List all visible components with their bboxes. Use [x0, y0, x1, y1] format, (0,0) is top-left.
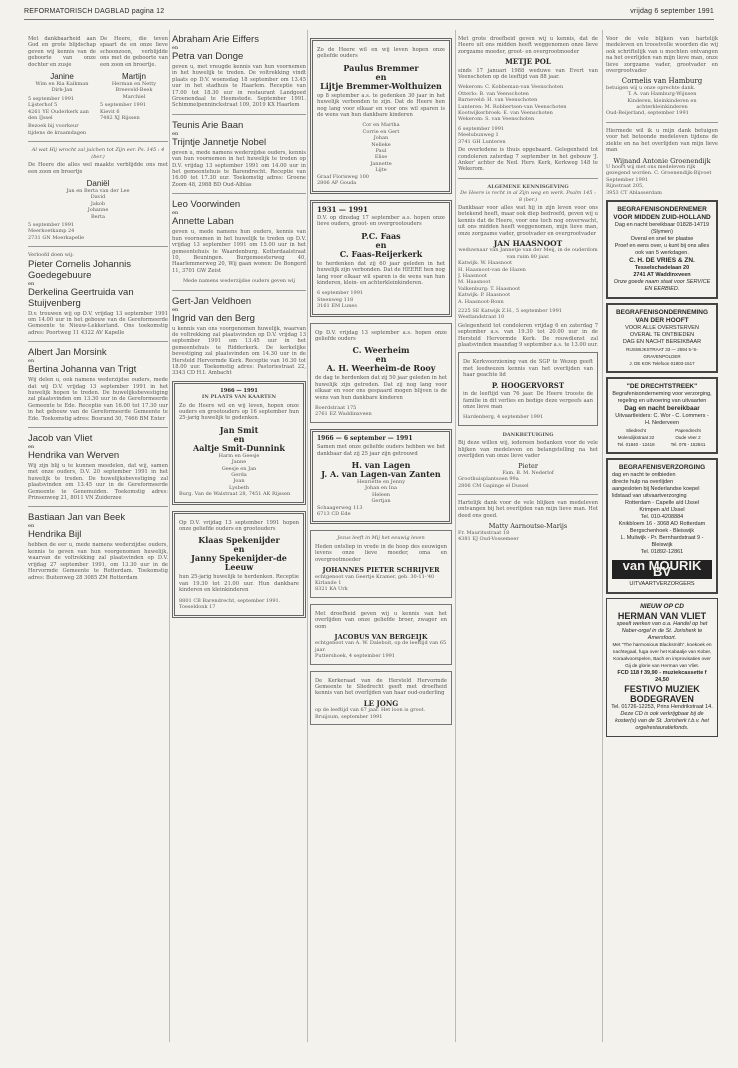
column-5	[606, 34, 718, 1042]
obituary-text: weduwnaar van Jannetje van der Meij, in de ouderdom van ruim 80 jaar.	[458, 247, 598, 260]
anniversary-box	[310, 38, 452, 194]
birth-notices	[28, 34, 168, 136]
ad-company-name: FESTIVO MUZIEK BODEGRAVEN	[624, 683, 700, 704]
separator	[28, 141, 168, 142]
obituary-box	[310, 530, 452, 597]
notice-intro: Verloofd doen wij:	[28, 252, 74, 259]
ad-address: Sliedrecht Molendijkstraat 22 Tel. 01840 - 12418	[617, 427, 655, 447]
address: Oud-Beijerland, september 1991	[606, 110, 689, 117]
deceased-name: JOHANNES PIETER SCHRIJVER	[322, 566, 440, 575]
box-text: de dag te herdenken dat zij 50 jaar geleden in het huwelijk zijn getreden. Dat zij nog lang voor elkaar en voor ons gespaard mogen blijven is de wens van hun dankbare kinderen	[315, 375, 447, 401]
child-name: Janine	[50, 72, 74, 82]
ad-company-name: C. H. DE VRIES & ZN.	[629, 256, 695, 264]
column-divider	[307, 30, 308, 1042]
anniversary-box	[310, 323, 452, 423]
bride-name: Hendrika Bijl	[28, 529, 82, 541]
thanks-text: Voor de vele blijken van hartelijk medeleven en troostvolle woorden die wij ook schriftelijk van u mochten ontvangen na het overlijden van mijn lieve man, onze lieve zorgzame vader, grootvader en overgrootvader	[606, 36, 718, 75]
funeral-ad-van-der-hooft	[606, 303, 718, 373]
deceased-name: JACOBUS VAN BERGEIJK	[334, 632, 428, 641]
deceased-name: Pieter	[518, 462, 538, 471]
box-years: 1966 — 6 september — 1991	[317, 434, 413, 442]
children-list: Harm en Geesje Janne Geesje en Jan Gerda Joan Lysbeth	[218, 452, 260, 491]
parents: Wim en Ria Kalkman Dirk-Jan	[35, 81, 89, 94]
wedding-text: geven u, mede namens hun ouders, kennis van hun voornemen in het huwelijk te treden op D.V. vrijdag 13 september 1991 om 15.00 uur in het gemeentehuis te Waardenburg. Kotterdaalstraat 10, Beuningen. Burgemeesterweg 40, Haarlemmerweg 20, Wij gaan wonen: De Bongerd 11, 3701 GW Zeist	[172, 229, 306, 274]
deceased-name: P. HOOGERVORST	[491, 380, 565, 390]
funeral-ad-van-mourik	[606, 458, 718, 594]
notice-title: DANKBETUIGING	[502, 431, 554, 438]
funeral-ad-de-vries	[606, 200, 718, 299]
address: 5 september 1991 Meerkoetkamp 24 2731 GN Moerkapelle	[28, 221, 85, 241]
couple-names: Paulus Bremmer en Lijtje Bremmer-Wolthuizen	[320, 62, 442, 91]
ad-line: Uitvaartleiders: C. Wor - C. Lommers - H. Nederveen	[615, 412, 709, 426]
notice-intro: Mede namens wederzijdse ouders geven wij	[182, 278, 296, 285]
box-text: hun 25-jarig huwelijk te herdenken. Receptie van 19.30 tot 21.00 uur. Hun dankbare kinderen en kleinkinderen	[179, 574, 299, 594]
box-text: Op D.V. vrijdag 13 september a.s. hopen onze geliefde ouders	[315, 329, 447, 342]
condolence-box	[458, 352, 598, 425]
child-name: Martijn	[121, 72, 146, 82]
address: September 1991 Rijnstraat 205, 3953 CT Ablasserdam	[606, 176, 662, 196]
conjunction: en	[172, 210, 179, 217]
address: Groothuisplantsoen 99a 2806 CM Gapinge el Dussel	[458, 476, 529, 489]
anniversary-box	[172, 381, 306, 505]
van-mourik-logo: van MOURIK BV	[612, 560, 712, 579]
signer-name: Matty Aarnoutse-Marijs	[488, 522, 568, 531]
obituary-text: Met grote droefheid geven wij u kennis, dat de Heere uit ons midden heeft weggenomen onze lieve zorgzame moeder, groot- en overgrootmoeder	[458, 36, 598, 55]
ad-title: BEGRAFENISVERZORGING	[618, 463, 706, 471]
ad-line: Begrafenisonderneming voor verzorging, regeling en uitvoering van uitvaarten	[612, 390, 712, 404]
wedding-text: Wij zijn blij u te kunnen meedelen, dat wij, samen met onze ouders, D.V. 20 september 1991 in het huwelijk te treden. De huwelijksbevestiging zal plaatsvinden om 13.45 uur in de Gereformeerde Gemeente te Genemuiden. Toekomstig adres: Prinsenweg 21, 8011 VN Zuiderzee	[28, 463, 168, 502]
address: Boerdstraat 175 2761 EZ Waddinxveen	[315, 405, 372, 418]
address: Schaagerweg 113 6713 CD Ede	[317, 504, 363, 518]
box-text: op 8 september a.s. te gedenken 30 jaar in het huwelijk verbonden te zijn. Dat de Heere hen nog lang voor elkaar en voor ons wil sparen is de wens van hun dankbare kinderen	[317, 92, 445, 119]
conjunction: en	[28, 358, 35, 365]
notice-title: ALGEMENE KENNISGEVING	[487, 183, 569, 190]
separator	[28, 246, 168, 247]
notice-tail: Bezoek bij voorkeur tijdens de kraamdagen	[28, 123, 87, 136]
separator	[606, 122, 718, 123]
ad-title: BEGRAFENISONDERNEMING VAN DER HOOFT	[615, 308, 709, 324]
notice-text: Met dankbaarheid aan God en grote blijdschap geven wij kennis van de geboorte van onze dochter en zusje	[28, 36, 96, 68]
address: 2225 SE Katwijk Z.H., 5 september 1991 Westlandstraat 10	[458, 308, 562, 321]
anniversary-box	[310, 200, 452, 317]
couple-names: Klaas Spekenijder en Janny Spekenijder-de Leeuw	[191, 535, 287, 573]
address: Puttershoek, 4 september 1991	[315, 653, 395, 660]
header-left: REFORMATORISCH DAGBLAD pagina 12	[24, 8, 165, 15]
page-header	[24, 8, 714, 18]
box-text: op de leeftijd van 67 jaar. Het loon is groot.	[315, 707, 426, 714]
deceased-name: LE JONG	[363, 698, 399, 708]
column-divider	[455, 30, 456, 1042]
bride-name: Annette Laban	[172, 216, 234, 228]
children-list: Cor en Martha Corrie en Gert Johan Nelleke Paul Elise Jannette Lijte	[362, 122, 400, 174]
groom-name: Leo Voorwinden	[172, 199, 241, 211]
address: 6 september 1991 Steenweg 118 3161 EM Lunes	[317, 290, 364, 310]
conjunction: en	[172, 45, 179, 51]
thanks-text: Hartelijk dank voor de vele blijken van medeleven ontvangen bij het overlijden van mijn lieve man. Het deed ons goed.	[458, 499, 598, 519]
deceased-name: Cornelis van Hamburg	[621, 77, 703, 86]
address: Kirlande 1 8321 KA Urk	[315, 579, 348, 593]
separator	[28, 341, 168, 342]
box-text: Met droefheid geven wij u kennis van het overlijden van onze geliefde broer, zwager en oom	[315, 610, 447, 630]
ad-address: Papendrecht Oude Veer 2 Tel. 078 - 152841	[670, 427, 706, 447]
groom-name: Pieter Cornelis Johannis Goedegebuure	[28, 258, 131, 281]
anniversary-box	[172, 511, 306, 618]
wedding-text: u kennis van ons voorgenomen huwelijk, waarvan de voltrekking zal plaatsvinden op D.V. vrijdag 13 september 1991 om 13.45 uur in het gemeentehuis te Ridderkerk. De kerkelijke bevestiging zal plaatsvinden om 14.30 uur in de Hersteld Hervormde Kerk. Receptie van 16.30 tot 18.00 uur. Toekomstig adres: Pastoriestraat 22, 3343 CD H.I. Ambacht	[172, 325, 306, 377]
box-text: in de leeftijd van 76 jaar. De Heere trooste de familie in dit verlies en bedige deze vergeefs aan onze lieve man	[463, 391, 593, 410]
couple-names: Jan Smit en Aaltje Smit-Dunnink	[193, 424, 285, 453]
box-text: Op D.V. vrijdag 13 september 1991 hopen onze geliefde ouders en grootouders	[179, 519, 299, 533]
box-text: Zo de Heere wil en wij leven, hopen onze ouders en grootouders op 16 september hun 25-jarig huwelijk te gedenken.	[179, 402, 299, 422]
couple-names: H. van Lagen J. A. van Lagen-van Zanten	[321, 460, 441, 480]
family-list: Wekerom: C. Kobbeman-van Veenschoten Otterlo: B. van Veenschoten Barneveld: H. van Veenschoten Lunteren: M. Robbertsen-van Veenschoten Kootwijkerbroek: E. van Veenschoten Wekerom: S. van Veenschoten	[458, 84, 567, 123]
separator	[172, 114, 306, 115]
box-years: 1931 — 1991	[317, 204, 368, 214]
groom-name: Gert-Jan Veldhoen	[172, 295, 252, 307]
groom-name: Abraham Arie Eiffers	[172, 34, 259, 45]
child-name: Daniël	[86, 178, 110, 188]
thanks-text: betuigen wij u onze oprechte dank.	[606, 84, 696, 91]
ad-address: RIJSWIJKSTRAAT 33 — 2594 5-'S-GRAVENPOLDER J. DE KOK Telefoon 01803-1517	[626, 346, 698, 366]
notice-text: De Heere die alles wel maakte verblijdde ons met een zoon en broertje	[28, 162, 168, 175]
obituary-text: De overledene is thuis opgebaard. Gelegenheid tot condoleren zaterdag 7 september in het gebouw 'J. Anker' achter de Ned. Herv. Kerk, Kerkweg 148 te Wekerom.	[458, 147, 598, 173]
birth-notice-martijn	[100, 34, 168, 136]
scripture-quote: De Heere is recht in al Zijn weg en werk. Psalm 145 : 8 (ber.)	[460, 190, 596, 203]
obituary-text: sinds 17 januari 1988 weduwe van Evert van Veenschoten op de leeftijd van 88 jaar.	[458, 67, 598, 81]
wedding-text: hebben de eer u, mede namens wederzijdse ouders, kennis te geven van hun voorgenomen huwelijk, waarvan de voltrekking zal plaatsvinden op D.V. vrijdag 27 september 1991, om 13.30 uur in de Hervormde Gemeente te Rotterdam. Toekomstig adres: Buitenweg 28 3085 ZM Rotterdam	[28, 542, 168, 581]
separator	[172, 193, 306, 194]
parents: Herman en Netty Breeveld-Beek Marchiel	[111, 81, 157, 100]
groom-name: Jacob van Vliet	[28, 433, 93, 445]
box-text: De Kerkvoorziening van de SGP te Wezep geeft met leedwezen kennis van het overlijden van haar geachte lid	[463, 359, 593, 379]
separator	[458, 494, 598, 495]
box-text: echtgenoot van Geertje Kramer, geb. 30-11-'40	[315, 573, 435, 580]
parents: Jan en Berta van der Lee David Jakob Johanne Berta	[66, 187, 130, 220]
wedding-text: geven u, mede namens wederzijdse ouders, kennis van hun voornemen in het huwelijk te treden op D.V. vrijdag 13 september 1991 om 14.00 uur in het gemeentehuis te Barendrecht. Receptie van 16.00 tot 17.30 uur. Toekomstig adres: Groene Zoom 48, 2988 BD Oud-Alblas	[172, 149, 306, 188]
obituary-text: Dankbaar voor alles wat hij in zijn leven voor ons betekend heeft, maar ook diep bedroefd, geven wij u kennis dat de Heere, voor ons toch nog onverwacht, uit ons midden heeft weggenomen, mijn lieve man, onze zorgzame vader, grootvader en overgrootvader	[458, 204, 598, 237]
column-3	[310, 34, 452, 1042]
ad-title: BEGRAFENISONDERNEMER VOOR MIDDEN ZUID-HOLLAND	[613, 205, 711, 221]
bride-name: Ingrid van den Berg	[172, 312, 255, 324]
family-list: Katwijk: W. Haasnoot H. Haasnoot-van de Hazen J. Haasnoot M. Haasnoot Valkenburg: T. Haasnoot Katwijk: P. Haasnoot A. Haasnoot-Bonn	[458, 260, 526, 305]
scripture-quote: Al wat Hij wrocht zal juichen tot Zijn eer. Ps. 145 : 4 (ber.)	[31, 147, 165, 160]
box-text: Samen met onze geliefde ouders hebben we het dankbaar dat zij 25 jaar zijn getrouwd	[317, 444, 445, 457]
anniversary-box	[310, 429, 452, 525]
deceased-name: JAN HAASNOOT	[493, 238, 563, 248]
column-2	[172, 34, 306, 1042]
bride-name: Petra van Donge	[172, 51, 244, 62]
thanks-text: Hiermede wil ik u mijn dank betuigen voor het betoonde medeleven tijdens de ziekte en na het overlijden van mijn lieve man	[606, 127, 718, 154]
family-name: Fam. B. M. Nederlof	[502, 469, 554, 476]
ad-address: Bergschenhoek - Bleiswijk L. Muilwijk - Pr. Bernhardstraat 9 - Bleiswijk Tel. 01892-12861	[620, 527, 704, 555]
header-right: vrijdag 6 september 1991	[630, 8, 714, 15]
funeral-ad-drechtstreek	[606, 377, 718, 454]
ad-line: dag en nacht te ontbieden directe hulp na overlijden aangesloten bij Nederlandse koepel lidstaad van uitvaartverzorging	[612, 471, 700, 499]
box-title: IN PLAATS VAN KAARTEN	[201, 394, 277, 401]
groom-name: Bastiaan Jan van Beek	[28, 512, 126, 524]
separator	[458, 178, 598, 179]
address: Graaf Florisweg 100 2806 AP Gouda	[317, 173, 369, 187]
box-text: D.V. op dinsdag 17 september a.s. hopen onze lieve ouders, groot- en overgrootouders	[317, 214, 445, 228]
wedding-text: geven u, met vreugde kennis van hun voornemen in het huwelijk te treden. De voltrekking vindt plaats op D.V. woensdag 18 september om 13.45 uur in het stadhuis te Haarlem. Receptie van 17.00 tot 18.30 uur in restaurant Landgoed Groenendaal te Heemstede. September 1991. Schimmelpenninckstraat 109, 2019 KX Haarlem	[172, 64, 306, 109]
ad-price: FCD 118 f 39,90 - muziekcassette f 24,50	[617, 669, 707, 683]
address: Hardenberg, 4 september 1991	[463, 414, 544, 421]
thanks-text: Bij deze willen wij, iedereen bedanken voor de vele blijken van medeleven en belangstelling na het overlijden van onze lieve vader	[458, 440, 598, 459]
cd-advert	[606, 598, 718, 737]
separator	[28, 506, 168, 507]
box-text: Heden ontsliep in vrede in de hoop des eeuwigen levens onze lieve moeder, oma en overgrootmoeder	[315, 543, 447, 563]
children-list: Henriëtte en Jenny Johan en Ina Heleen Gertjan	[356, 479, 406, 505]
deceased-name: METJE POL	[505, 57, 551, 67]
separator	[172, 290, 306, 291]
ad-line: speelt werken van o.a. Handel op het Naber-orgel in de St. Jorisherk te Amersfoort.	[616, 620, 708, 641]
groom-name: Teunis Arie Baan	[172, 119, 244, 131]
address: 8801 CB Barendrecht, september 1991. Toeseldonk 17	[179, 597, 281, 611]
ad-line: UITVAARTVERZORGERS	[629, 580, 695, 587]
deceased-name: Wijnand Antonie Groenendijk	[613, 156, 711, 165]
family-list: T. A. van Hamburg-Wijnsen Kinderen, kleinkinderen en achterkleinkinderen	[627, 91, 697, 111]
box-years: 1966 — 1991	[220, 387, 258, 394]
address: 5 september 1991 Lijsterhof 5 4261 YE Ouderkerk aan den IJssel	[28, 95, 89, 122]
obituary-box	[310, 604, 452, 665]
couple-names: C. Weerheim en A. H. Weerheim-de Rooy	[326, 345, 436, 374]
ad-title: NIEUW OP CD	[640, 602, 684, 610]
bride-name: Trijntje Jannetje Nobel	[172, 136, 267, 148]
wedding-text: Wij delen u, ook namens wederzijdse ouders, mede dat wij D.V. vrijdag 13 september 1991 in het huwelijk hopen te treden. De huwelijksbevestiging zal plaatsvinden om 13.30 uur in de Gereformeerde Gemeente te Ede. Receptie van 16.00 tot 17.30 uur in het gebouw van de Gereformeerde Gemeente te Ede. Toekomstig adres: Bosrand 30, 7466 BM Enter	[28, 377, 168, 422]
ad-title: "DE DRECHTSTREEK"	[626, 382, 698, 390]
address: 5 september 1991 Kievit 6 7482 XJ Rijssen	[100, 102, 147, 122]
ad-line: Deze CD is ook verkrijgbaar bij de koster(s) van de St. Jorisherk t.b.v. het orgelrestauratiefonds.	[615, 710, 709, 731]
conjunction: en	[28, 444, 35, 451]
column-1	[28, 34, 168, 1042]
ad-line: Proef en eens over, u kunt bij ons alles ook van 5 werkdagen.	[614, 242, 710, 256]
ad-address: Rotterdam - Capelle a/d IJssel Krimpen a/d IJssel Tel. 010-4208884 Knikbloem 16 - 3068 AD Rotterdam	[618, 499, 706, 527]
ad-headline: HERMAN VAN VLIET	[617, 610, 707, 621]
address: Bruijsum, september 1991	[315, 713, 383, 720]
obituary-text: Gelegenheid tot condoleren vrijdag 6 en zaterdag 7 september a.s. van 19.30 tot 20.00 uur in de Hersteld Hervormde Kerk. De rouwdienst zal plaatsvinden maandag 9 september a.s. te 13.00 uur.	[458, 322, 598, 349]
birth-notice-janine	[28, 34, 96, 136]
thanks-text: U hoort wij met ons medeleven rijk gezegend worden. C. Groenendijk-Bijvoet	[606, 163, 712, 177]
ad-address: Tesselschadelaan 20 2741 AT Waddinxveen	[633, 264, 691, 278]
box-text: De Kerkeraad van de Hersteld Hervormde Gemeente te Sliedrecht geeft met droefheid kennis van het overlijden van haar oud-ouderling	[315, 677, 447, 697]
ad-line: VOOR ALLE OVERSTERVEN OVERAL TE ONTBIEDEN DAG EN NACHT BEREIKBAAR	[622, 324, 702, 345]
separator	[28, 427, 168, 428]
ad-address: Tel. 01726-12253, Prins Hendrikstraat 14.	[611, 703, 713, 710]
conjunction: en	[172, 130, 179, 137]
ad-addresses	[612, 427, 712, 448]
scripture-quote: Jezus leeft in Mij het eeuwig leven	[337, 535, 425, 542]
groom-name: Albert Jan Morsink	[28, 347, 107, 359]
conjunction: en	[28, 523, 35, 530]
bride-name: Bertina Johanna van Trigt	[28, 364, 137, 376]
bride-name: Hendrika van Werven	[28, 450, 120, 462]
notice-text: De Heere, die teven spaart de en onze lieve schoonzoon, verblijdde ons met de geboorte van een zoon en broertje.	[100, 36, 168, 68]
header-rule	[24, 19, 714, 20]
couple-names: P.C. Faas en C. Faas-Reijerkerk	[339, 230, 423, 259]
address: Burg. Van de Walstraat 28, 7451 AK Rijssen	[179, 491, 291, 498]
obituary-box	[310, 671, 452, 725]
box-text: echtgenoot van A. W. Daleboit, op de leeftijd van 65 jaar.	[315, 640, 447, 653]
conjunction: en	[172, 306, 179, 313]
address: 6 september 1991 Meelubunweg 1 3741 GH Lunteren	[458, 125, 506, 145]
wedding-text: D.v. trouwen wij op D.V. vrijdag 13 september 1991 om 14.00 uur in het gebouw van de Gereformeerde Gemeente te Nieuw-Lekkerland. Ons toekomstig adres: Poortweg 11 4322 AV Kapelle	[28, 310, 168, 336]
ad-line: Overal en snel ter plaatse	[630, 235, 694, 242]
ad-line: Met "The harmonious Blacksmith", koekoek en nachtegaal, fuga over het Kabaalje van Kober, Koraalvoorspelen, Bach en improvisaties over Gij de glorie van Herman van Vliet.	[612, 642, 712, 669]
ad-line: Dag en nacht bereikbaar 01828-14719 (Slymen)	[614, 221, 710, 235]
column-divider	[602, 30, 603, 1042]
column-4	[458, 34, 598, 1042]
column-divider	[169, 30, 170, 1042]
address: Fr. Mauritsstraat 18 4381 EJ Oud-Vossemeer	[458, 529, 519, 542]
box-text: te herdenken dat zij 60 jaar geleden in het huwelijk zijn verbonden. Dat de HEERE hen nog lang voor elkaar wil sparen is de wens van hun kinderen, klein- en achterkleinkinderen.	[317, 260, 445, 286]
ad-slogan: Onze goede naam staat voor SERVICE EN EERBIED.	[613, 278, 711, 292]
box-text: Zo de Heere wil en wij leven hopen onze geliefde ouders	[317, 47, 445, 60]
bride-name: Derkelina Geertruida van Stuijvenberg	[28, 286, 134, 309]
conjunction: en	[28, 280, 35, 287]
ad-headline: Dag en nacht bereikbaar	[624, 404, 700, 412]
